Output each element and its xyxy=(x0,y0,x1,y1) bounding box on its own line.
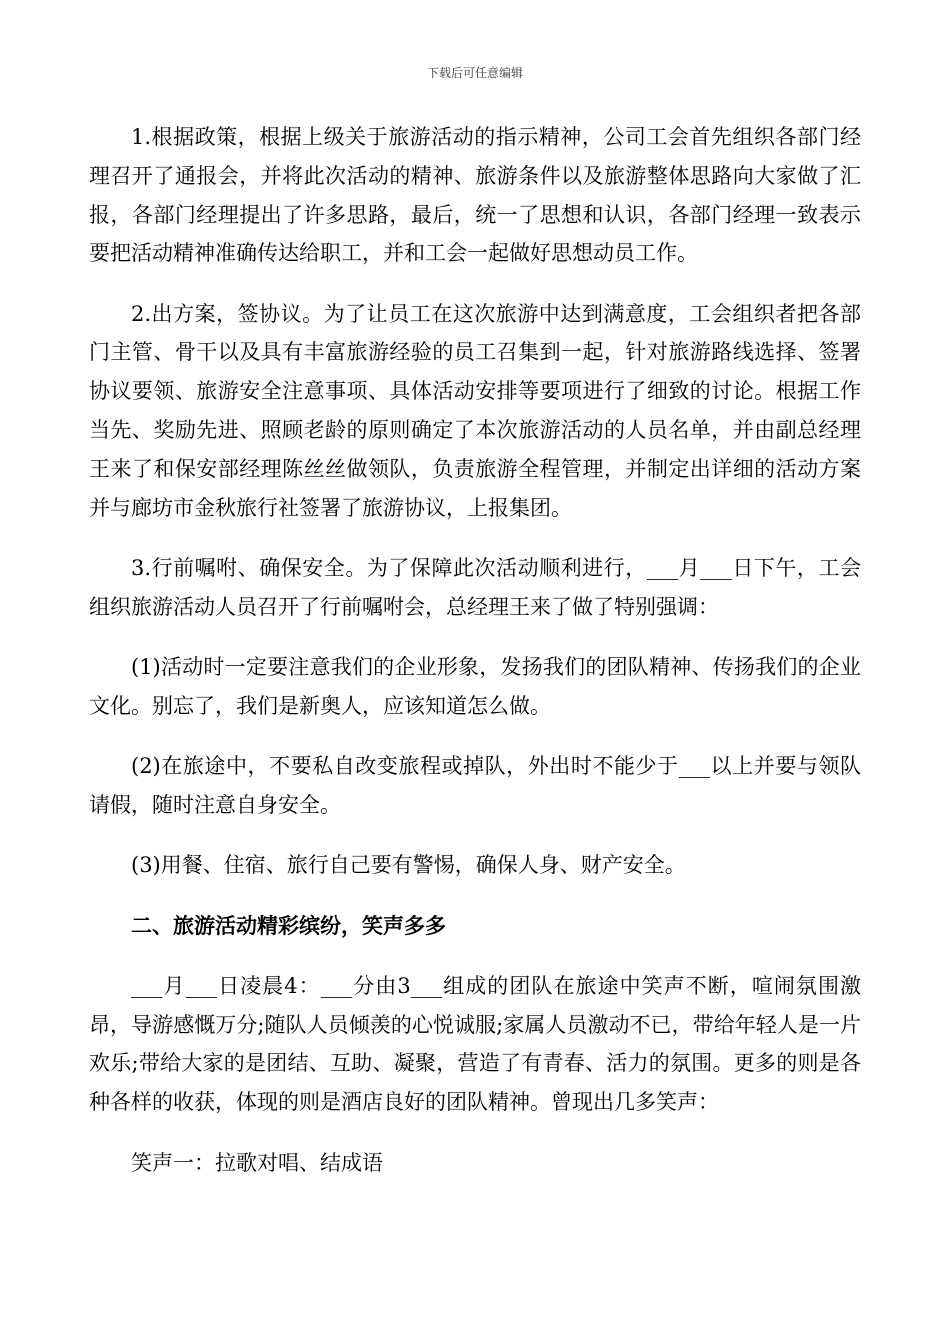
paragraph-8: 笑声一：拉歌对唱、结成语 xyxy=(131,1150,383,1175)
section-heading: 二、旅游活动精彩缤纷，笑声多多 xyxy=(131,912,446,938)
paragraph-3: 3.行前嘱咐、确保安全。为了保障此次活动顺利进行，___月___日下午，工会组织旅游活动人员召开了行前嘱咐会，总经理王来了做了特别强调： xyxy=(89,555,861,619)
document-body xyxy=(89,118,861,1204)
paragraph-6: (3)用餐、住宿、旅行自己要有警惕，确保人身、财产安全。 xyxy=(131,853,686,878)
paragraph-2: 2.出方案，签协议。为了让员工在这次旅游中达到满意度，工会组织者把各部门主管、骨干以及具有丰富旅游经验的员工召集到一起，针对旅游路线选择、签署协议要领、旅游安全注意事项、具体活动安排等要项进行了细致的讨论。根据工作当先、奖励先进、照顾老龄的原则确定了本次旅游活动的人员名单，并由副总经理王来了和保安部经理陈丝丝做领队，负责旅游全程管理，并制定出详细的活动方案并与廊坊市金秋旅行社签署了旅游协议，上报集团。 xyxy=(89,301,861,520)
paragraph-5: (2)在旅途中，不要私自改变旅程或掉队，外出时不能少于___以上并要与领队请假，随时注意自身安全。 xyxy=(89,754,861,817)
page-header: 下载后可任意编辑 xyxy=(426,66,523,80)
paragraph-1: 1.根据政策，根据上级关于旅游活动的指示精神，公司工会首先组织各部门经理召开了通报会，并将此次活动的精神、旅游条件以及旅游整体思路向大家做了汇报，各部门经理提出了许多思路，最后，统一了思想和认识，各部门经理一致表示要把活动精神准确传达给职工，并和工会一起做好思想动员工作。 xyxy=(89,125,861,266)
paragraph-7: ___月___日凌晨4：___分由3___组成的团队在旅途中笑声不断，喧闹氛围激昂，导游感慨万分;随队人员倾羡的心悦诚服;家属人员激动不已，带给年轻人是一片欢乐;带给大家的是团结、互助、凝聚，营造了有青春、活力的氛围。更多的则是各种各样的收获，体现的则是酒店良好的团队精神。曾现出几多笑声： xyxy=(89,973,861,1115)
paragraph-4: (1)活动时一定要注意我们的企业形象，发扬我们的团队精神、传扬我们的企业文化。别忘了，我们是新奥人，应该知道怎么做。 xyxy=(89,655,861,718)
